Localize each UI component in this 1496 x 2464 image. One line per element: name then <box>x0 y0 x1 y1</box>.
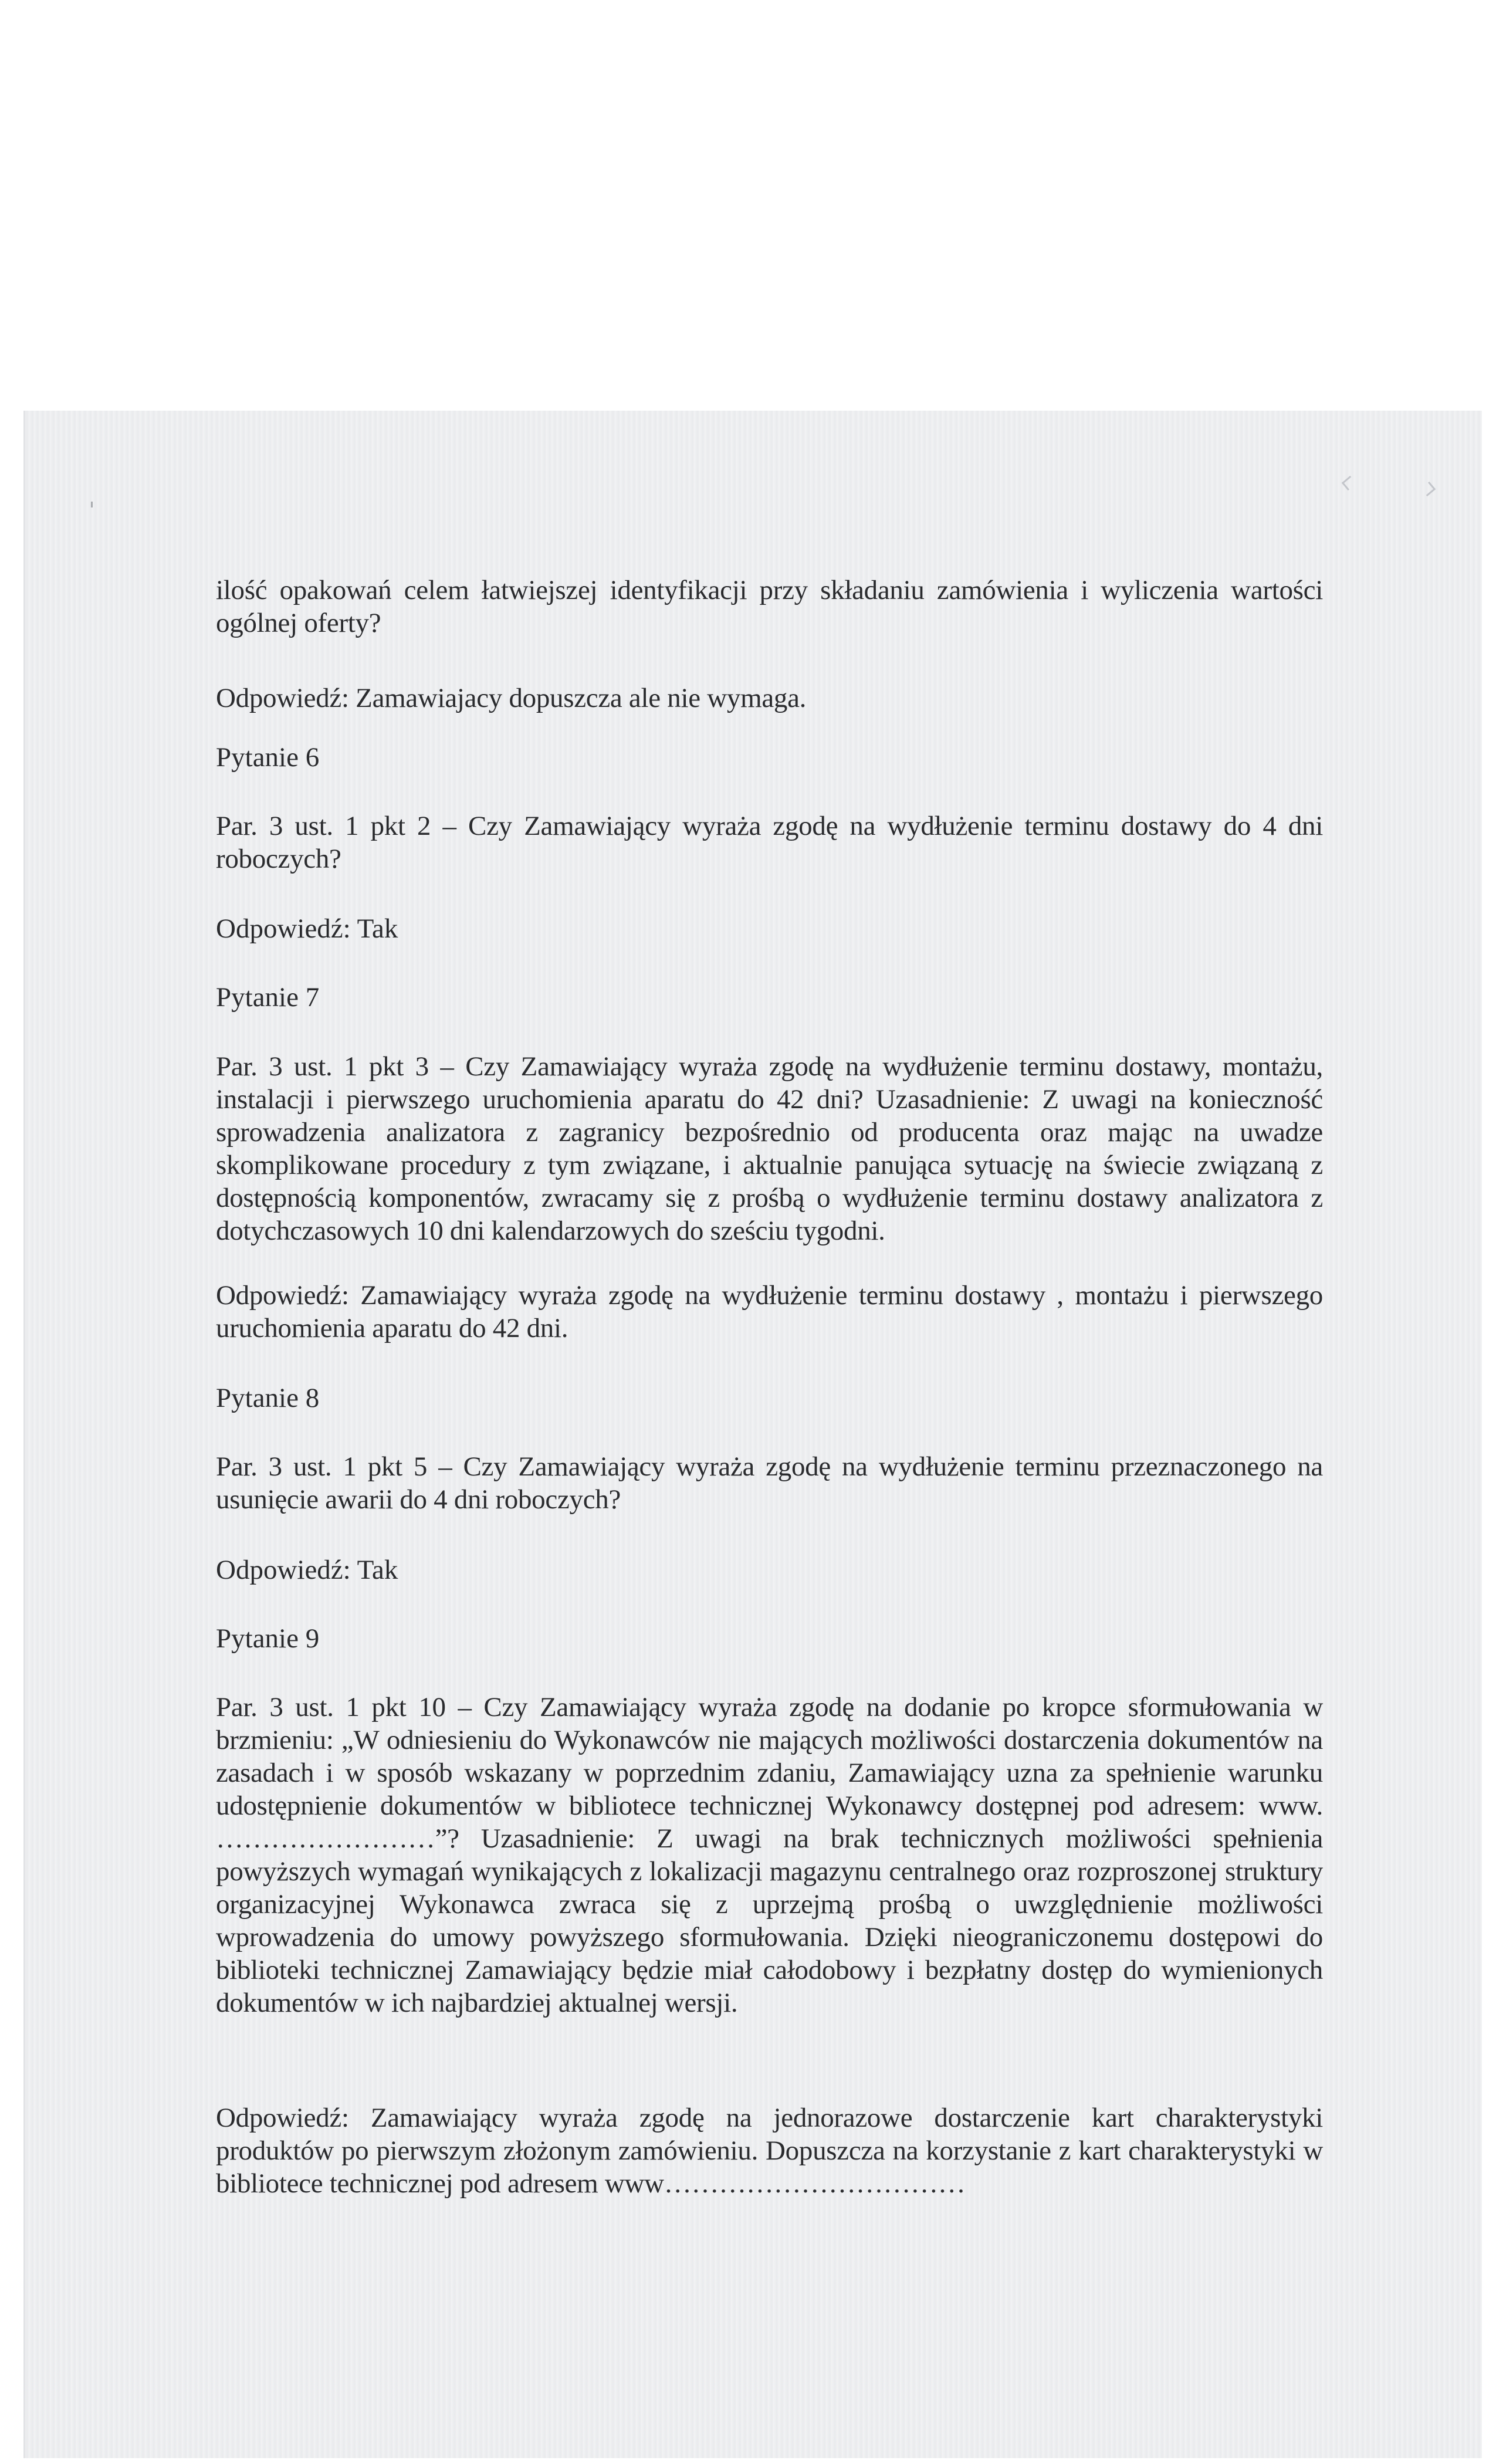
answer-text: Odpowiedź: Tak <box>216 1555 398 1585</box>
question-text: Par. 3 ust. 1 pkt 5 – Czy Zamawiający wyraża zgodę na wydłużenie terminu przeznaczonego na usunięcie awarii do 4 dni roboczych? <box>216 1451 1323 1515</box>
continuation-text: ilość opakowań celem łatwiejszej identyfikacji przy składaniu zamówienia i wyliczenia wartości ogólnej oferty? <box>216 575 1323 638</box>
question-heading: Pytanie 9 <box>216 1623 320 1654</box>
scan-speck <box>91 502 93 507</box>
question-heading: Pytanie 8 <box>216 1383 320 1413</box>
question-text: Par. 3 ust. 1 pkt 3 – Czy Zamawiający wyraża zgodę na wydłużenie terminu dostawy, montażu, instalacji i pierwszego uruchomienia aparatu do 42 dni? Uzasadnienie: Z uwagi na konieczność sprowadzenia analizatora z zagranicy bezpośrednio od producenta oraz mając na uwadze skomplikowane procedury z tym związane, i aktualnie panująca sytuację na świecie związaną z dostępnością komponentów, zwracamy się z prośbą o wydłużenie terminu dostawy analizatora z dotychczasowych 10 dni kalendarzowych do sześciu tygodni. <box>216 1051 1323 1246</box>
answer-text: Odpowiedź: Tak <box>216 913 398 944</box>
question-heading: Pytanie 7 <box>216 982 320 1013</box>
continuation-answer: Odpowiedź: Zamawiajacy dopuszcza ale nie wymaga. <box>216 683 807 713</box>
answer-text: Odpowiedź: Zamawiający wyraża zgodę na wydłużenie terminu dostawy , montażu i pierwszego uruchomienia aparatu do 42 dni. <box>216 1280 1323 1343</box>
question-text: Par. 3 ust. 1 pkt 2 – Czy Zamawiający wyraża zgodę na wydłużenie terminu dostawy do 4 dni roboczych? <box>216 811 1323 874</box>
question-text: Par. 3 ust. 1 pkt 10 – Czy Zamawiający wyraża zgodę na dodanie po kropce sformułowania w brzmieniu: „W odniesieniu do Wykonawców nie mających możliwości dostarczenia dokumentów na zasadach i w sposób wskazany w poprzednim zdaniu, Zamawiający uzna za spełnienie warunku udostępnienie dokumentów w bibliotece technicznej Wykonawcy dostępnej pod adresem: www. ……………………”? Uzasadnienie: Z uwagi na brak technicznych możliwości spełnienia powyższych wymagań wynikających z lokalizacji magazynu centralnego oraz rozproszonej struktury organizacyjnej Wykonawca zwraca się z uprzejmą prośbą o uwzględnienie możliwości wprowadzenia do umowy powyższego sformułowania. Dzięki nieograniczonemu dostępowi do biblioteki technicznej Zamawiający będzie miał całodobowy i bezpłatny dostęp do wymienionych dokumentów w ich najbardziej aktualnej wersji. <box>216 1692 1323 2018</box>
page-edge <box>23 411 25 2458</box>
answer-text: Odpowiedź: Zamawiający wyraża zgodę na jednorazowe dostarczenie kart charakterystyki produktów po pierwszym złożonym zamówieniu. Dopuszcza na korzystanie z kart charakterystyki w bibliotece technicznej pod adresem www…………………………… <box>216 2103 1323 2199</box>
question-heading: Pytanie 6 <box>216 742 320 773</box>
